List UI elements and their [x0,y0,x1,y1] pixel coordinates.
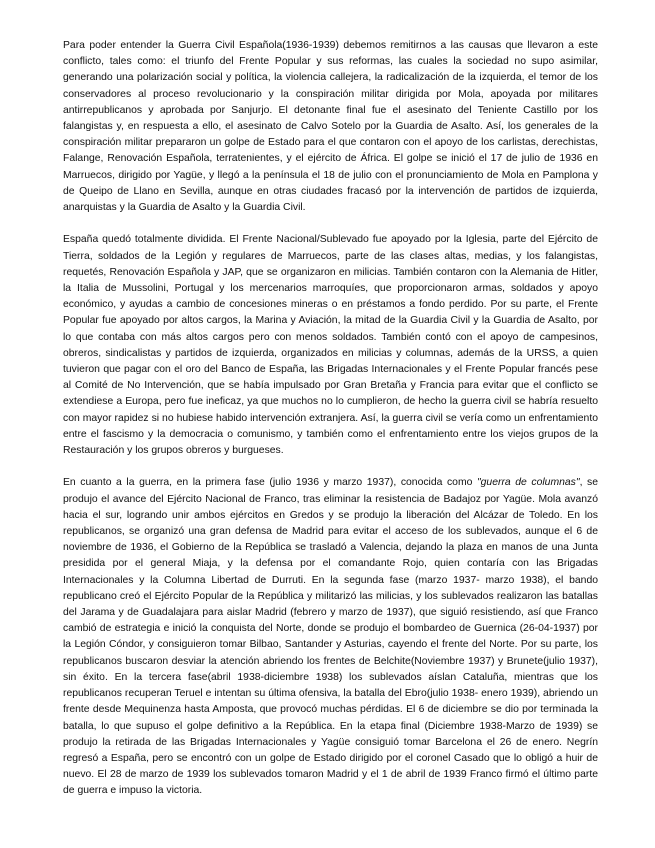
paragraph-text: , se produjo el avance del Ejército Nacional de Franco, tras eliminar la resistencia de Badajoz por Yagüe. Mola avanzó hacia el sur, logrando unir ambos ejércitos en Gredos y se produjo la liberación del Alcázar de Toledo. En los republicanos, se organizó una gran defensa de Madrid para evitar el acceso de los sublevados, aunque el 6 de noviembre de 1936, el Gobierno de la República se trasladó a Valencia, dejando la plaza en manos de una Junta presidida por el general Miaja, y la defensa por el comandante Rojo, quien contaría con las Brigadas Internacionales y la Columna Libertad de Durruti. En la segunda fase (marzo 1937- marzo 1938), el bando republicano creó el Ejército Popular de la República y militarizó las milicias, y los sublevados realizaron las batallas del Jarama y de Guadalajara para aislar Madrid (febrero y marzo de 1937), que siguió resistiendo, así que Franco cambió de estrategia e inició la conquista del Norte, donde se produjo el bombardeo de Guernica (26-04-1937) por la Legión Cóndor, y consiguieron tomar Bilbao, Santander y Asturias, cayendo el frente del Norte. Por su parte, los republicanos buscaron desviar la atención abriendo los frentes de Belchite(Noviembre 1937) y Brunete(julio 1937), sin éxito. En la tercera fase(abril 1938-diciembre 1938) los sublevados aíslan Cataluña, mientras que los republicanos recuperan Teruel e intentan su última ofensiva, la batalla del Ebro(julio 1938- enero 1939), abriendo un frente desde Mequinenza hasta Amposta, que provocó muchas pérdidas. El 6 de diciembre se dio por terminada la batalla, lo que supuso el golpe definitivo a la República. En la etapa final (Diciembre 1938-Marzo de 1939) se produjo la retirada de las Brigadas Internacionales y Yagüe consiguió tomar Barcelona el 26 de enero. Negrín regresó a España, pero se encontró con un golpe de Estado dirigido por el coronel Casado que lo obligó a huir de nuevo. El 28 de marzo de 1939 los sublevados tomaron Madrid y el 1 de abril de 1939 Franco firmó el último parte de guerra e impuso la victoria. [63,477,598,797]
paragraph-sides [63,232,598,459]
paragraph-text: España quedó totalmente dividida. El Frente Nacional/Sublevado fue apoyado por la Iglesia, parte del Ejército de Tierra, soldados de la Legión y regulares de Marruecos, parte de las clases altas, medias, y los falangistas, requetés, Renovación Española y JAP, que se organizaron en milicias. También contaron con la Alemania de Hitler, la Italia de Mussolini, Portugal y los mercenarios marroquíes, que proporcionaron armas, soldados y apoyo económico, y ayudas a cambio de concesiones mineras o en préstamos a fondo perdido. Por su parte, el Frente Popular fue apoyado por altos cargos, la Marina y Aviación, la mitad de la Guardia Civil y la Guardia de Asalto, por lo que contaba con más altos cargos pero con menos soldados. También contó con el apoyo de campesinos, obreros, sindicalistas y partidos de izquierda, organizados en milicias y columnas, además de la URSS, a quien tuvieron que pagar con el oro del Banco de España, las Brigadas Internacionales y el Frente Popular francés pese al Comité de No Intervención, que se había impulsado por Gran Bretaña y Francia para evitar que el conflicto se extendiese a Europa, pero fue ineficaz, ya que muchos no lo cumplieron, de hecho la guerra civil se habría resuelto con mayor rapidez si no hubiese habido intervención extranjera. Así, la guerra civil se vería como un enfrentamiento entre el fascismo y la democracia o comunismo, y también como el enfrentamiento entre los viejos grupos de la Restauración y los grupos obreros y burgueses. [63,234,598,457]
paragraph-causes [63,38,598,216]
document-body [63,38,598,816]
paragraph-text: En cuanto a la guerra, en la primera fase (julio 1936 y marzo 1937), conocida como [63,477,477,489]
italic-quote: "guerra de columnas" [476,477,580,489]
paragraph-text: Para poder entender la Guerra Civil Española(1936-1939) debemos remitirnos a las causas que llevaron a este conflicto, tales como: el triunfo del Frente Popular y sus reformas, las cuales la sociedad no supo asimilar, generando una polarización social y política, la violencia callejera, la radicalización de la izquierda, el temor de los conservadores al proceso revolucionario y la conspiración militar dirigida por Mola, apoyada por militares antirrepublicanos y aprobada por Sanjurjo. El detonante final fue el asesinato del Teniente Castillo por los falangistas y, en respuesta a ello, el asesinato de Calvo Sotelo por la Guardia de Asalto. Así, los generales de la conspiración militar prepararon un golpe de Estado para el que contaron con el apoyo de los carlistas, derechistas, Falange, Renovación Española, terratenientes, y el ejército de África. El golpe se inició el 17 de julio de 1936 en Marruecos, dirigido por Yagüe, y llegó a la península el 18 de julio con el pronunciamiento de Mola en Pamplona y de Queipo de Llano en Sevilla, aunque en otras ciudades fracasó por la intervención de partidos de izquierda, anarquistas y la Guardia de Asalto y la Guardia Civil. [63,40,598,214]
paragraph-war-phases [63,475,598,799]
